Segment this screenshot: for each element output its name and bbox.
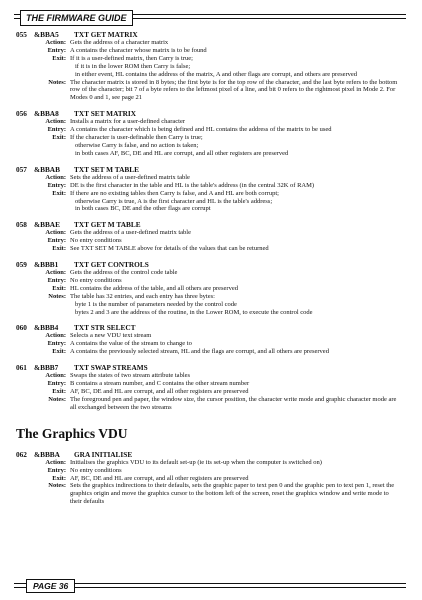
routine-address: &BBAE: [34, 220, 60, 230]
row-line: A contains the previously selected stream, HL and the flags are corrupt, and all others are preserved: [70, 348, 329, 356]
row-text: [70, 245, 406, 253]
row-label: Action:: [45, 173, 66, 181]
row-text: [70, 372, 406, 380]
routine-address: &BBB4: [34, 323, 59, 333]
row-label: Entry:: [47, 276, 66, 284]
row-text: [70, 475, 406, 483]
routine-row: [16, 388, 406, 396]
routine-row: [16, 459, 406, 467]
row-line: The table has 32 entries, and each entry has three bytes:: [70, 292, 215, 300]
routine-number: 062: [16, 449, 27, 459]
row-line: A contains the value of the stream to change to: [70, 340, 192, 348]
routine-address: &BBB7: [34, 363, 59, 373]
routine-entry: [16, 260, 406, 316]
routine-entry: [16, 165, 406, 214]
page-number: PAGE 36: [26, 579, 75, 593]
row-label: Entry:: [47, 380, 66, 388]
routine-entry: [16, 363, 406, 412]
row-line: See TXT SET M TABLE above for details of the values that can be returned: [70, 245, 269, 253]
entry-list-graphics-vdu: [16, 450, 406, 506]
row-text: [70, 340, 406, 348]
row-label: Exit:: [52, 245, 66, 253]
row-line: B contains a stream number, and C contains the other stream number: [70, 380, 250, 388]
routine-row: [16, 190, 406, 214]
section-title: The Graphics VDU: [16, 425, 128, 441]
row-text: [70, 269, 406, 277]
routine-row: [16, 380, 406, 388]
row-line: Installs a matrix for a user-defined character: [70, 118, 186, 126]
row-label: Exit:: [52, 54, 66, 62]
row-label: Exit:: [52, 189, 66, 197]
routine-entry: [16, 450, 406, 506]
routine-name: TXT SWAP STREAMS: [74, 363, 148, 373]
row-line: If it is a user-defined matrix, then Carry is true;: [70, 54, 193, 62]
row-line: The character matrix is stored in 8 bytes; the first byte is for the top row of the character, and the last byte refers to the bottom row of the character; bit 7 of a byte refers to the leftmost pixel of a line, and bit 0 refers to the rightmost pixel in Mode 2. For Modes 0 and 1, see page 21: [70, 78, 398, 102]
row-text: [70, 39, 406, 47]
row-text: [70, 229, 406, 237]
routine-row: [16, 182, 406, 190]
row-text: [70, 174, 406, 182]
routine-row: [16, 277, 406, 285]
row-line: No entry conditions: [70, 276, 122, 284]
row-line: Swaps the states of two stream attribute tables: [70, 372, 191, 380]
routine-row: [16, 285, 406, 293]
routine-row: [16, 229, 406, 237]
row-line: AF, BC, DE and HL are corrupt, and all other registers are preserved: [70, 474, 249, 482]
row-label: Entry:: [47, 126, 66, 134]
row-line: Sets the address of a user-defined matrix table: [70, 173, 190, 181]
routine-row: [16, 79, 406, 103]
row-label: Entry:: [47, 181, 66, 189]
row-label: Exit:: [52, 284, 66, 292]
routine-number: 060: [16, 323, 27, 333]
row-label: Notes:: [48, 395, 66, 403]
routine-entry: [16, 220, 406, 253]
routine-row: [16, 237, 406, 245]
row-line: in either event, HL contains the address of the matrix, A and other flags are corrupt, and others are preserved: [75, 70, 358, 78]
row-label: Exit:: [52, 388, 66, 395]
row-label: Entry:: [47, 237, 66, 245]
row-line: No entry conditions: [70, 237, 122, 245]
page-header: [14, 10, 406, 26]
row-label: Action:: [45, 39, 66, 46]
row-label: Notes:: [48, 482, 66, 490]
row-text: [70, 396, 406, 412]
header-title: THE FIRMWARE GUIDE: [20, 10, 133, 26]
row-label: Entry:: [47, 340, 66, 348]
row-label: Action:: [45, 269, 66, 277]
routine-row: [16, 482, 406, 506]
routine-address: &BBB1: [34, 260, 59, 270]
routine-title: [16, 165, 406, 174]
row-label: Action:: [45, 372, 66, 380]
row-line: A contains the character whose matrix is to be found: [70, 46, 207, 54]
routine-number: 058: [16, 220, 27, 230]
routine-row: [16, 396, 406, 412]
routine-row: [16, 174, 406, 182]
routine-title: [16, 30, 406, 39]
row-line: AF, BC, DE and HL are corrupt, and all other registers are preserved: [70, 388, 249, 395]
routine-name: TXT SET MATRIX: [74, 109, 137, 119]
row-label: Action:: [45, 229, 66, 237]
routine-row: [16, 340, 406, 348]
row-line: bytes 2 and 3 are the address of the routine, in the Lower ROM, to execute the control code: [75, 308, 313, 316]
row-text: [70, 380, 406, 388]
row-text: [70, 47, 406, 55]
row-line: No entry conditions: [70, 466, 122, 474]
row-text: [70, 118, 406, 126]
routine-title: [16, 323, 406, 332]
row-line: A contains the character which is being defined and HL contains the address of the matrix to be used: [70, 126, 332, 134]
routine-row: [16, 39, 406, 47]
row-line: HL contains the address of the table, and all others are preserved: [70, 284, 238, 292]
page-footer: [14, 579, 406, 593]
row-text: [70, 182, 406, 190]
row-text: [70, 388, 406, 396]
routine-name: GRA INITIALISE: [74, 449, 133, 459]
row-label: Exit:: [52, 134, 66, 142]
row-line: If there are no existing tables then Carry is false, and A and HL are both corrupt;: [70, 189, 279, 197]
row-line: byte 1 is the number of parameters needed by the control code: [75, 300, 237, 308]
entry-list-text-vdu: [16, 30, 406, 412]
routine-name: TXT GET MATRIX: [74, 30, 138, 39]
routine-number: 055: [16, 30, 27, 39]
routine-title: [16, 220, 406, 229]
row-text: [70, 482, 406, 506]
row-text: [70, 79, 406, 103]
row-line: otherwise Carry is true, A is the first character and HL is the table's address;: [75, 197, 273, 205]
row-line: DE is the first character in the table and HL is the table's address (in the central 32K of RAM): [70, 181, 315, 189]
routine-address: &BBAB: [34, 164, 60, 174]
row-line: in both cases BC, DE and the other flags are corrupt: [75, 205, 211, 213]
routine-title: [16, 109, 406, 118]
routine-row: [16, 118, 406, 126]
routine-entry: [16, 30, 406, 102]
routine-address: &BBBA: [34, 449, 60, 459]
row-line: in both cases AF, BC, DE and HL are corrupt, and all other registers are preserved: [75, 149, 289, 157]
row-text: [70, 332, 406, 340]
row-text: [70, 55, 406, 79]
routine-row: [16, 134, 406, 158]
row-line: otherwise Carry is false, and no action is taken;: [75, 141, 199, 149]
routine-title: [16, 450, 406, 459]
routine-row: [16, 372, 406, 380]
routine-title: [16, 260, 406, 269]
row-label: Notes:: [48, 78, 66, 86]
routine-name: TXT GET M TABLE: [74, 220, 141, 230]
routine-row: [16, 475, 406, 483]
routine-row: [16, 245, 406, 253]
row-label: Entry:: [47, 466, 66, 474]
row-text: [70, 285, 406, 293]
row-label: Notes:: [48, 292, 66, 300]
row-label: Action:: [45, 118, 66, 126]
routine-entry: [16, 109, 406, 158]
row-text: [70, 467, 406, 475]
routine-row: [16, 348, 406, 356]
row-label: Entry:: [47, 46, 66, 54]
routine-address: &BBA5: [34, 30, 59, 39]
row-line: Sets the graphics indirections to their defaults, sets the graphic paper to text pen 0 and the graphic pen to text pen 1, reset the graphics origin and move the graphics cursor to the bottom left of the screen, reset the graphics window and write mode to their defaults: [70, 482, 395, 506]
row-label: Action:: [45, 458, 66, 466]
row-text: [70, 190, 406, 214]
row-text: [70, 277, 406, 285]
row-line: If the character is user-definable then Carry is true;: [70, 134, 203, 142]
row-label: Exit:: [52, 474, 66, 482]
routine-title: [16, 363, 406, 372]
routine-row: [16, 467, 406, 475]
routine-row: [16, 47, 406, 55]
page-content: [16, 30, 406, 513]
routine-name: TXT SET M TABLE: [74, 164, 139, 174]
routine-name: TXT STR SELECT: [74, 323, 136, 333]
row-line: if it is in the lower ROM then Carry is false;: [75, 62, 191, 70]
row-line: Selects a new VDU text stream: [70, 332, 152, 340]
row-text: [70, 126, 406, 134]
routine-row: [16, 332, 406, 340]
routine-number: 061: [16, 363, 27, 373]
row-text: [70, 237, 406, 245]
routine-row: [16, 269, 406, 277]
row-line: Gets the address of the control code table: [70, 269, 178, 277]
routine-name: TXT GET CONTROLS: [74, 260, 149, 270]
row-label: Exit:: [52, 348, 66, 356]
routine-number: 059: [16, 260, 27, 270]
routine-address: &BBA8: [34, 109, 59, 119]
row-line: Initialises the graphics VDU to its default set-up (ie its set-up when the computer is switched on): [70, 458, 322, 466]
routine-row: [16, 55, 406, 79]
routine-number: 057: [16, 164, 27, 174]
row-line: The foreground pen and paper, the window size, the cursor position, the character write mode and graphic character mode are all exchanged between the two streams: [70, 395, 397, 411]
row-text: [70, 134, 406, 158]
row-text: [70, 293, 406, 317]
row-label: Action:: [45, 332, 66, 340]
routine-row: [16, 126, 406, 134]
row-text: [70, 459, 406, 467]
routine-number: 056: [16, 109, 27, 119]
row-line: Gets the address of a character matrix: [70, 39, 169, 46]
routine-entry: [16, 323, 406, 356]
row-line: Gets the address of a user-defined matrix table: [70, 229, 191, 237]
row-text: [70, 348, 406, 356]
routine-row: [16, 293, 406, 317]
